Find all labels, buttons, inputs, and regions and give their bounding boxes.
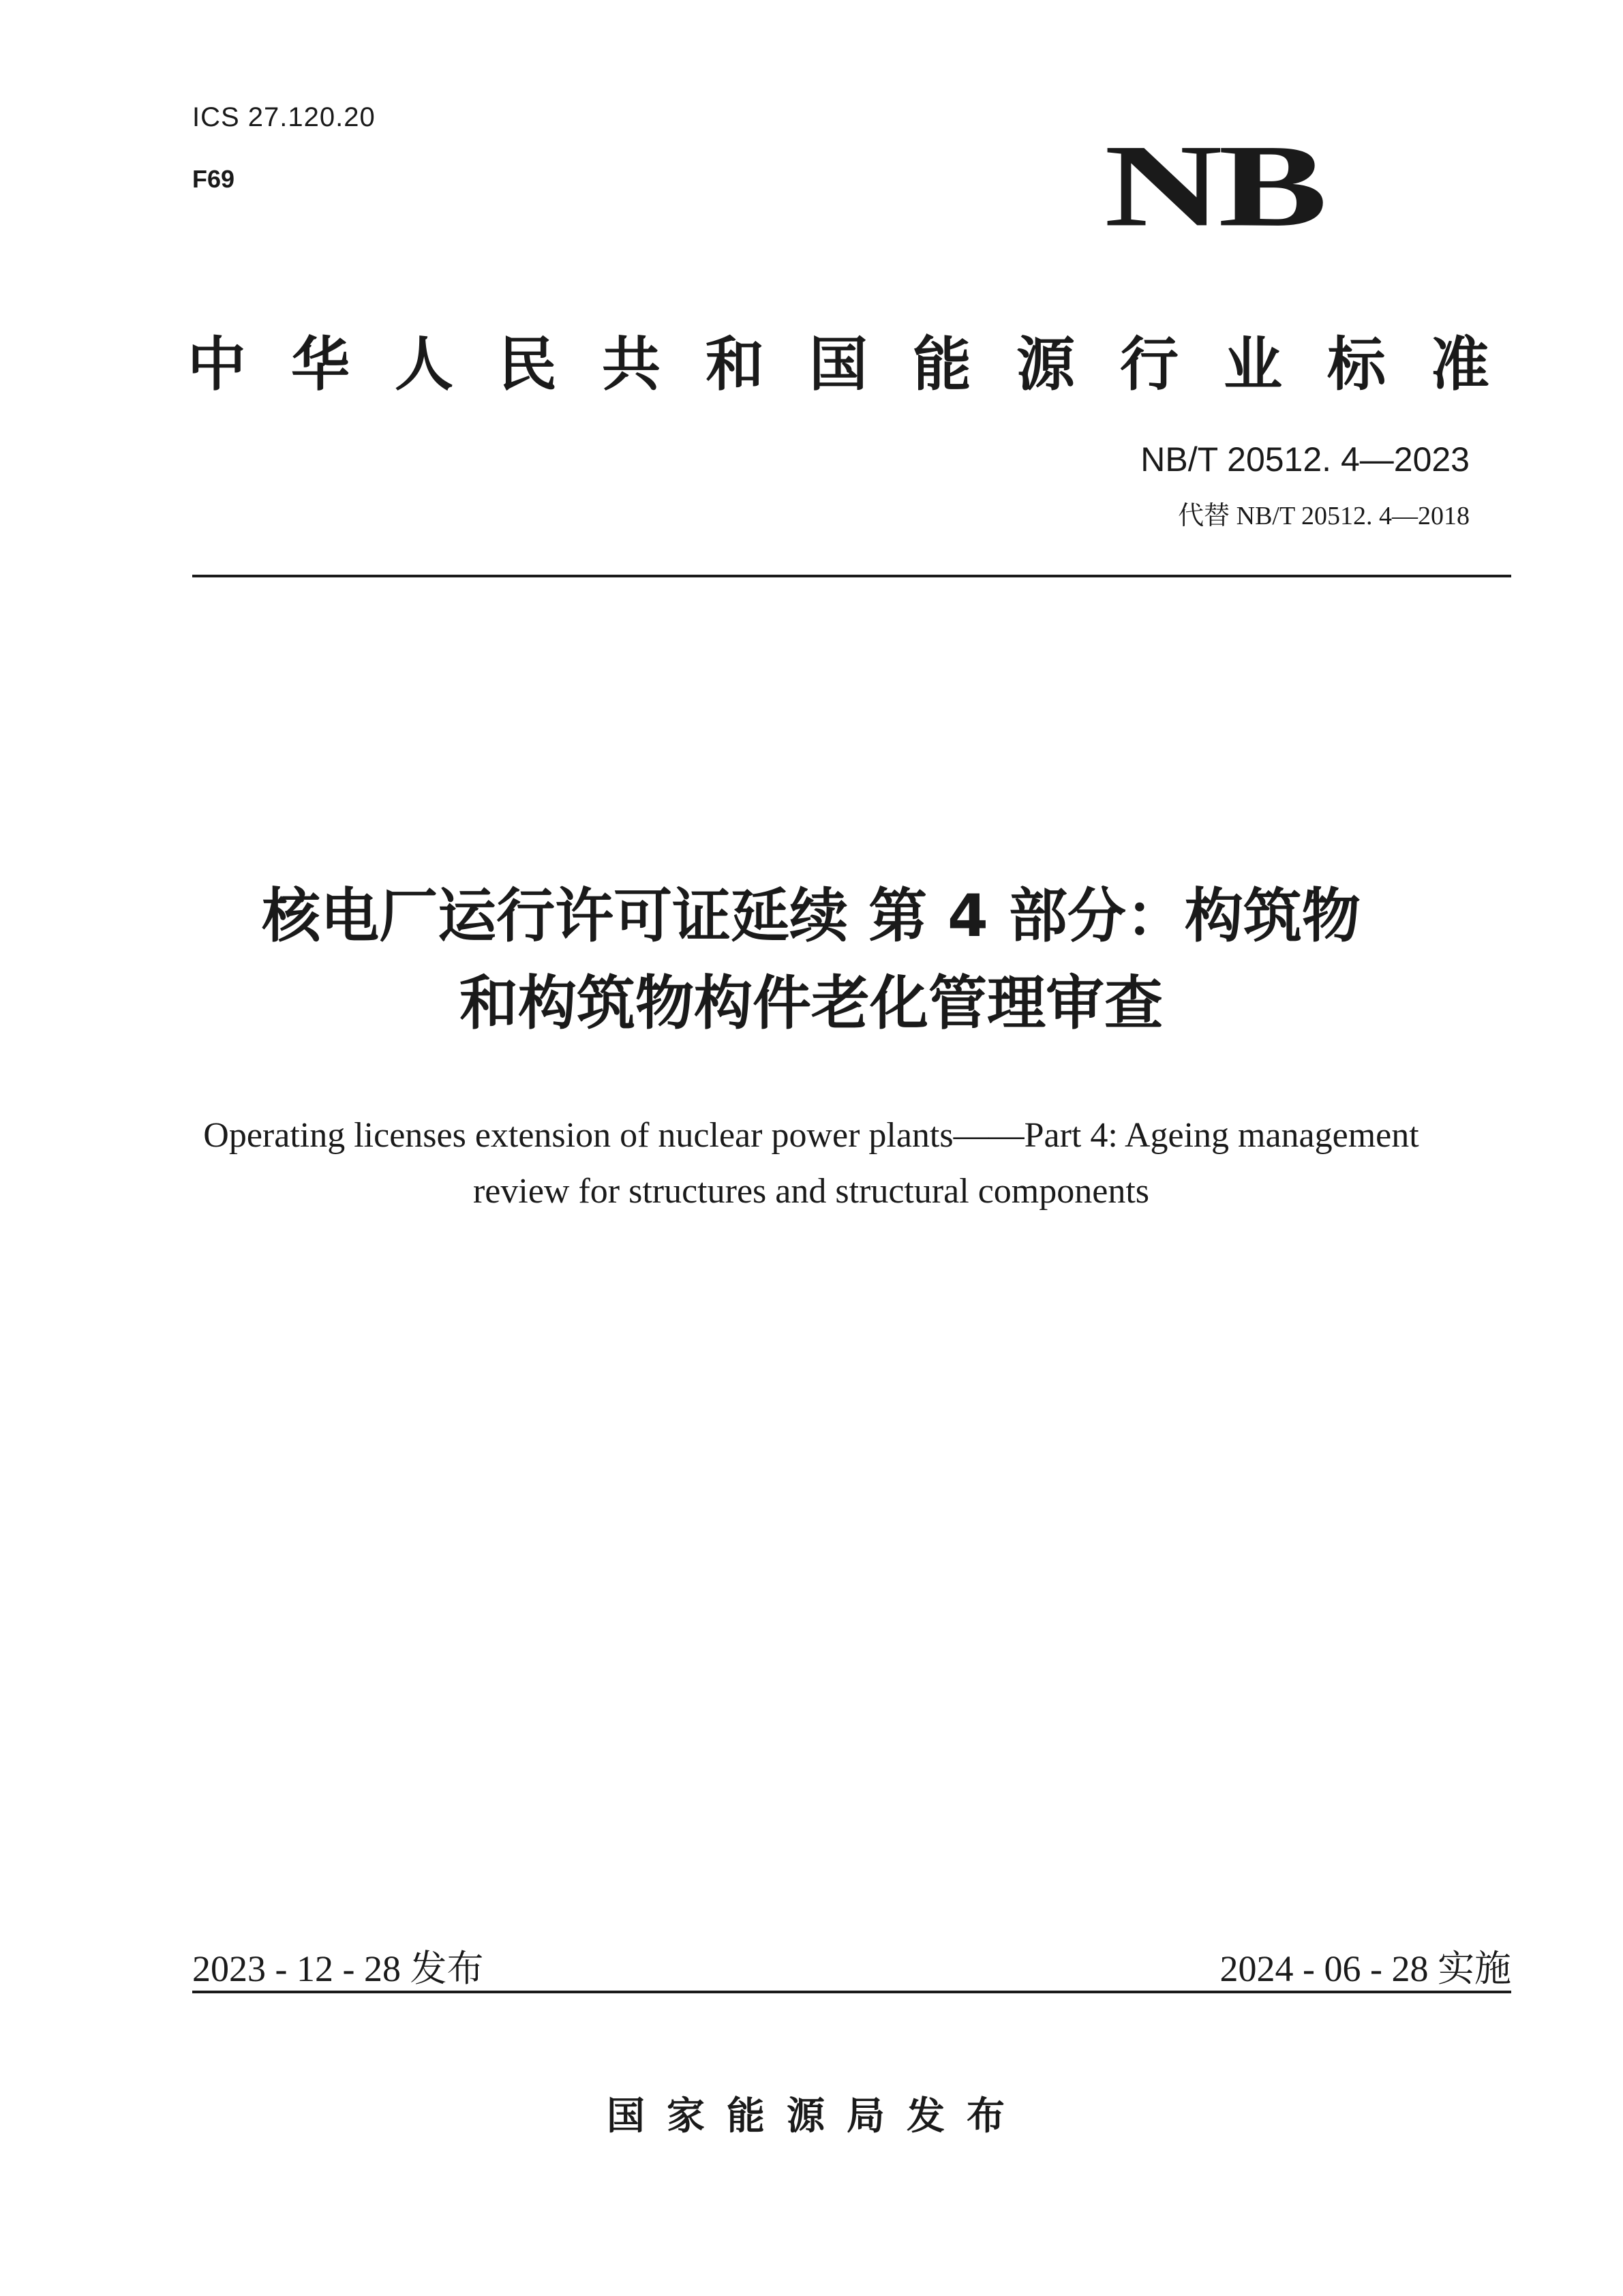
ics-code: ICS 27.120.20 xyxy=(192,102,376,132)
chinese-title xyxy=(123,873,1500,1047)
classification-code: F69 xyxy=(192,165,235,193)
chinese-title-line-1: 核电厂运行许可证延续 第 4 部分：构筑物 xyxy=(262,882,1361,950)
english-title xyxy=(123,1108,1500,1220)
replaces-standard: 代替 NB/T 20512. 4—2018 xyxy=(1178,502,1470,530)
chinese-title-line-2: 和构筑物构件老化管理审查 xyxy=(459,969,1163,1038)
english-title-line-2: review for structures and structural components xyxy=(472,1172,1149,1211)
top-divider xyxy=(192,575,1511,577)
english-title-line-1: Operating licenses extension of nuclear power plants——Part 4: Ageing management xyxy=(203,1116,1419,1155)
standard-number: NB/T 20512. 4—2023 xyxy=(1140,440,1470,479)
implementation-date: 2024 - 06 - 28 实施 xyxy=(1219,1948,1511,1989)
nb-logo: NB xyxy=(1104,120,1324,251)
bottom-divider xyxy=(192,1991,1511,1993)
issue-date: 2023 - 12 - 28 发布 xyxy=(192,1948,484,1989)
organization-title: 中华人民共和国能源行业标准 xyxy=(187,331,1534,399)
publisher: 国家能源局发布 xyxy=(607,2094,1027,2139)
